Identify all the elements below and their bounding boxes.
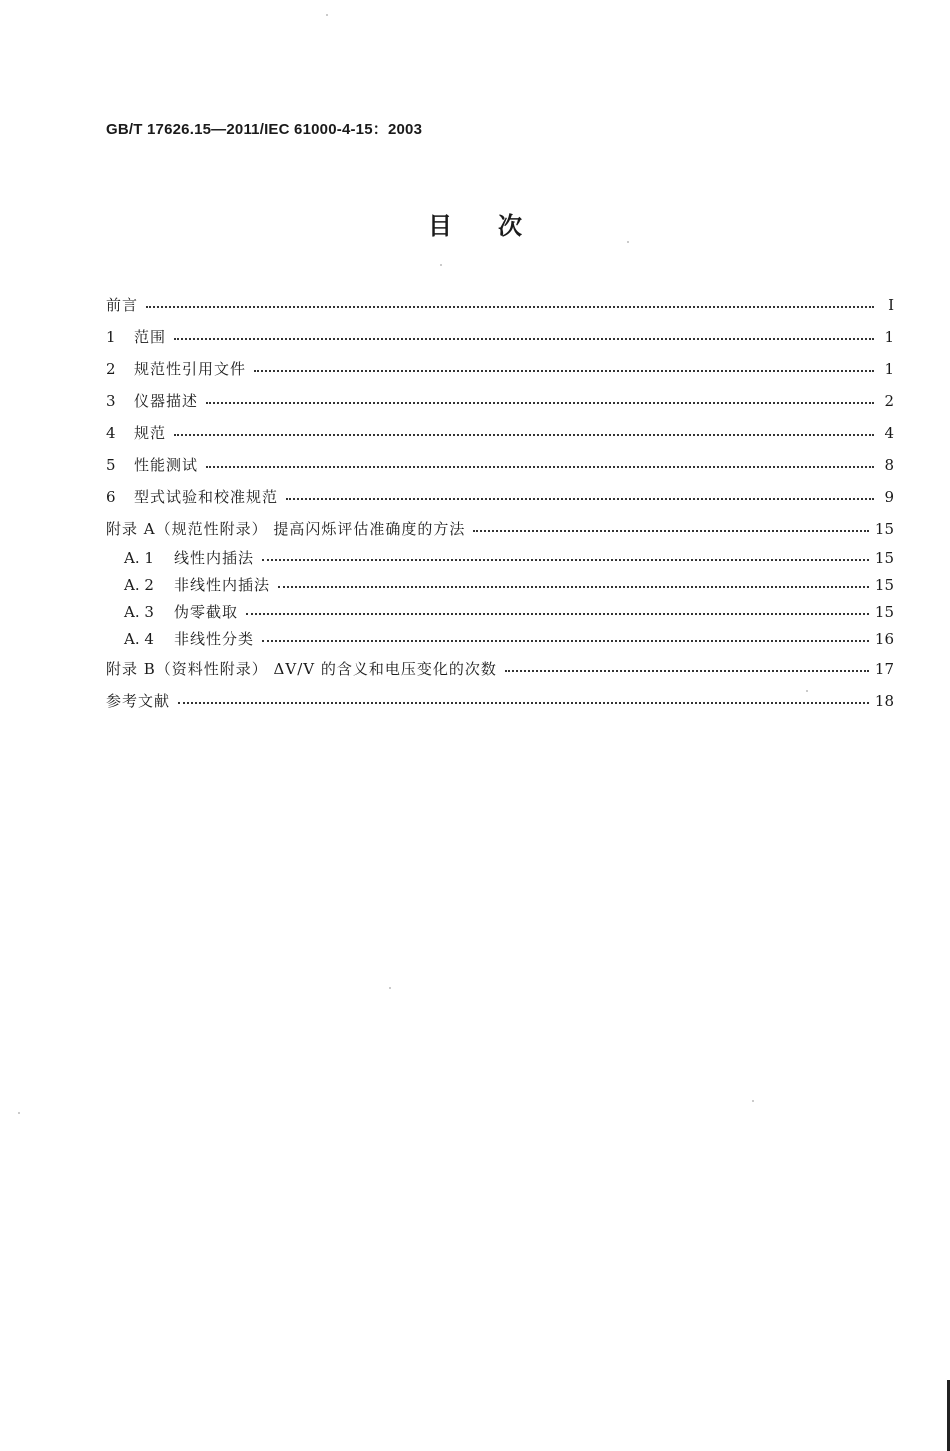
table-of-contents	[106, 289, 894, 717]
toc-entry-number: 3	[106, 392, 116, 410]
toc-entry[interactable]	[106, 572, 894, 599]
toc-entry-page: 16	[874, 630, 894, 648]
scan-speck	[326, 14, 328, 16]
toc-entry[interactable]	[106, 685, 894, 717]
toc-entry-page: 15	[874, 603, 894, 621]
toc-entry-number: A. 3	[124, 603, 154, 621]
toc-entry-page: 1	[884, 360, 894, 378]
toc-entry-label: 伪零截取	[174, 603, 239, 621]
toc-entry[interactable]	[106, 289, 894, 321]
toc-dot-leader	[262, 548, 869, 563]
scan-speck	[752, 1100, 754, 1102]
toc-entry-number: 4	[106, 424, 116, 442]
toc-dot-leader	[473, 519, 869, 534]
toc-entry-label: 型式试验和校准规范	[134, 488, 279, 506]
toc-entry-page: 15	[874, 576, 894, 594]
standard-code-header: GB/T 17626.15—2011/IEC 61000-4-15：2003	[106, 121, 423, 138]
toc-entry-number: 1	[106, 328, 116, 346]
toc-dot-leader	[278, 575, 869, 590]
toc-entry-page: 9	[884, 488, 894, 506]
toc-entry[interactable]	[106, 626, 894, 653]
toc-entry-page: 1	[884, 328, 894, 346]
toc-dot-leader	[286, 487, 874, 502]
toc-entry-label: 参考文献	[106, 692, 171, 710]
toc-dot-leader	[262, 629, 869, 644]
toc-entry[interactable]	[106, 481, 894, 513]
scan-speck	[627, 241, 629, 243]
toc-entry-number: 5	[106, 456, 116, 474]
toc-entry-label: 附录 B（资料性附录） ΔV/V 的含义和电压变化的次数	[106, 660, 497, 678]
toc-entry-page: 18	[874, 692, 894, 710]
scan-speck	[806, 690, 808, 692]
toc-dot-leader	[206, 391, 874, 406]
toc-title: 目次	[428, 212, 568, 240]
toc-entry[interactable]	[106, 513, 894, 545]
toc-entry-page: 15	[874, 549, 894, 567]
toc-entry-number: A. 4	[124, 630, 154, 648]
toc-entry[interactable]	[106, 449, 894, 481]
toc-dot-leader	[174, 327, 874, 342]
toc-entry-label: 附录 A（规范性附录） 提高闪烁评估准确度的方法	[106, 520, 466, 538]
toc-entry-label: 前言	[106, 296, 139, 314]
toc-entry-number: A. 1	[124, 549, 154, 567]
toc-dot-leader	[174, 423, 874, 438]
toc-entry-number: 2	[106, 360, 116, 378]
toc-entry[interactable]	[106, 321, 894, 353]
toc-entry-number: 6	[106, 488, 116, 506]
toc-entry-page: 4	[884, 424, 894, 442]
toc-entry-label: 范围	[134, 328, 167, 346]
scan-speck	[18, 1112, 20, 1114]
toc-entry-label: 仪器描述	[134, 392, 199, 410]
toc-entry-label: 性能测试	[134, 456, 199, 474]
toc-entry-page: Ⅰ	[888, 296, 894, 314]
toc-entry[interactable]	[106, 385, 894, 417]
toc-entry[interactable]	[106, 545, 894, 572]
toc-entry-label: 非线性分类	[174, 630, 255, 648]
toc-entry-page: 15	[874, 520, 894, 538]
toc-dot-leader	[246, 602, 869, 617]
toc-dot-leader	[178, 691, 869, 706]
toc-entry[interactable]	[106, 599, 894, 626]
toc-entry-label: 线性内插法	[174, 549, 255, 567]
toc-dot-leader	[206, 455, 874, 470]
toc-entry-number: A. 2	[124, 576, 154, 594]
scan-speck	[389, 987, 391, 989]
toc-entry-page: 2	[884, 392, 894, 410]
toc-entry-label: 非线性内插法	[174, 576, 271, 594]
toc-entry-page: 8	[884, 456, 894, 474]
toc-entry[interactable]	[106, 353, 894, 385]
toc-entry[interactable]	[106, 417, 894, 449]
toc-dot-leader	[146, 295, 874, 310]
toc-dot-leader	[505, 659, 869, 674]
toc-entry-label: 规范	[134, 424, 167, 442]
toc-entry-label: 规范性引用文件	[134, 360, 247, 378]
toc-entry-page: 17	[874, 660, 894, 678]
scan-speck	[440, 264, 442, 266]
toc-dot-leader	[254, 359, 874, 374]
toc-entry[interactable]	[106, 653, 894, 685]
